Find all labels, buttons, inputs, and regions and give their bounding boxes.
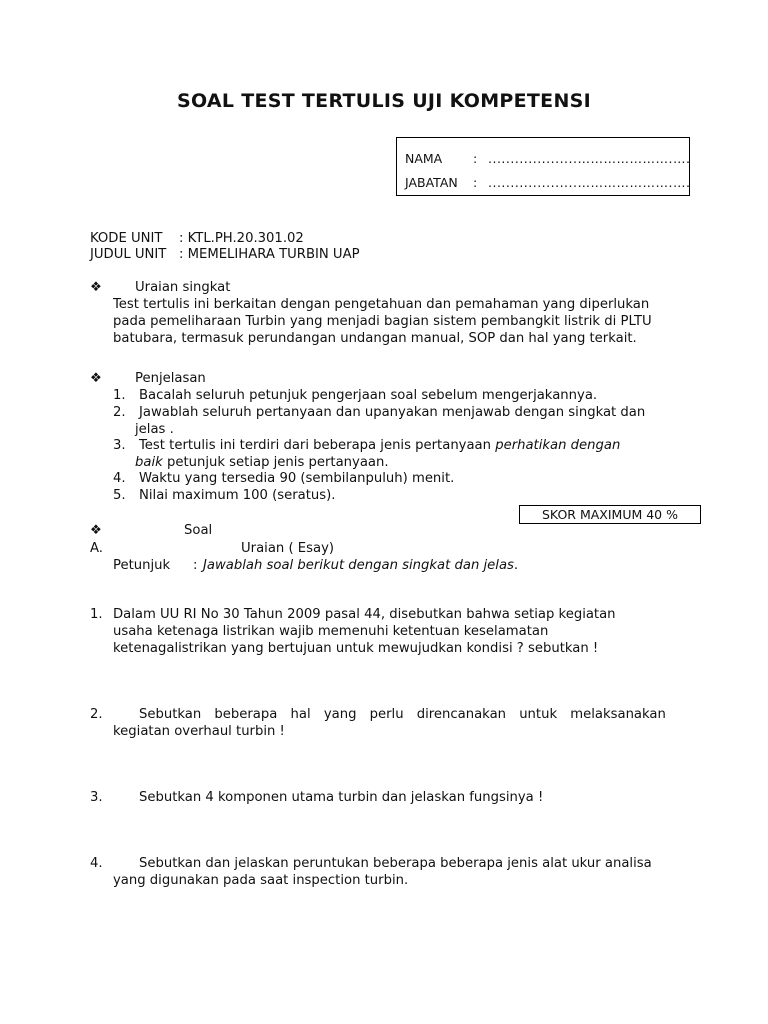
- penjelasan-text: Nilai maximum 100 (seratus).: [139, 488, 336, 503]
- petunjuk-text: [203, 557, 518, 574]
- petunjuk-italic: Jawablah soal berikut dengan singkat dan jelas: [203, 558, 514, 573]
- question-number: 4.: [90, 856, 103, 871]
- penjelasan-num: 1.: [113, 388, 126, 403]
- diamond-bullet-icon: ❖: [90, 523, 102, 538]
- question-number: 3.: [90, 790, 103, 805]
- question-line: kegiatan overhaul turbin !: [113, 724, 285, 739]
- penjelasan-text-b: petunjuk setiap jenis pertanyaan.: [162, 455, 389, 470]
- diamond-bullet-icon: ❖: [90, 280, 102, 295]
- judul-unit-label: JUDUL UNIT: [90, 247, 167, 262]
- section-letter: A.: [90, 541, 103, 556]
- kode-unit-label: KODE UNIT: [90, 231, 163, 246]
- uraian-line: Test tertulis ini berkaitan dengan pengetahuan dan pemahaman yang diperlukan: [113, 297, 650, 312]
- penjelasan-text-cont: [135, 454, 389, 471]
- penjelasan-text-italic: perhatikan dengan: [495, 438, 621, 453]
- uraian-heading: Uraian singkat: [135, 280, 231, 295]
- penjelasan-text: [139, 437, 620, 454]
- kode-unit-value: : KTL.PH.20.301.02: [179, 231, 304, 246]
- soal-heading: Soal: [184, 523, 213, 538]
- question-line: usaha ketenaga listrikan wajib memenuhi ketentuan keselamatan: [113, 624, 549, 639]
- penjelasan-num: 5.: [113, 488, 126, 503]
- penjelasan-num: 2.: [113, 405, 126, 420]
- penjelasan-text-a: Test tertulis ini terdiri dari beberapa jenis pertanyaan: [139, 438, 496, 453]
- jabatan-field[interactable]: ....................………………….….: [488, 175, 691, 190]
- uraian-line: batubara, termasuk perundangan undangan manual, SOP dan hal yang terkait.: [113, 331, 637, 346]
- penjelasan-text-cont: jelas .: [135, 422, 174, 437]
- petunjuk-end: .: [513, 558, 519, 573]
- petunjuk-colon: :: [193, 558, 198, 573]
- petunjuk-label: Petunjuk: [113, 558, 171, 573]
- identity-box: [396, 137, 690, 196]
- nama-field[interactable]: ....................………………….….: [488, 151, 691, 166]
- penjelasan-num: 3.: [113, 438, 126, 453]
- penjelasan-heading: Penjelasan: [135, 371, 206, 386]
- question-line: Sebutkan dan jelaskan peruntukan beberapa beberapa jenis alat ukur analisa: [139, 856, 652, 871]
- question-line: yang digunakan pada saat inspection turbin.: [113, 873, 409, 888]
- jabatan-colon: :: [473, 175, 478, 190]
- judul-unit-value: : MEMELIHARA TURBIN UAP: [179, 247, 360, 262]
- section-title: Uraian ( Esay): [241, 541, 335, 556]
- skor-maximum-box: SKOR MAXIMUM 40 %: [519, 505, 701, 524]
- page-title: SOAL TEST TERTULIS UJI KOMPETENSI: [176, 90, 592, 112]
- penjelasan-text: Bacalah seluruh petunjuk pengerjaan soal sebelum mengerjakannya.: [139, 388, 598, 403]
- question-number: 2.: [90, 707, 103, 722]
- question-line: Sebutkan 4 komponen utama turbin dan jelaskan fungsinya !: [139, 790, 544, 805]
- question-line: Sebutkan beberapa hal yang perlu direncanakan untuk melaksanakan: [139, 707, 666, 722]
- question-line: Dalam UU RI No 30 Tahun 2009 pasal 44, disebutkan bahwa setiap kegiatan: [113, 607, 616, 622]
- penjelasan-text: Waktu yang tersedia 90 (sembilanpuluh) menit.: [139, 471, 455, 486]
- penjelasan-text: Jawablah seluruh pertanyaan dan upanyakan menjawab dengan singkat dan: [139, 405, 646, 420]
- nama-colon: :: [473, 151, 478, 166]
- question-number: 1.: [90, 607, 103, 622]
- nama-label: NAMA: [405, 151, 443, 166]
- jabatan-label: JABATAN: [405, 175, 458, 190]
- diamond-bullet-icon: ❖: [90, 371, 102, 386]
- penjelasan-text-italic: baik: [135, 455, 163, 470]
- uraian-line: pada pemeliharaan Turbin yang menjadi bagian sistem pembangkit listrik di PLTU: [113, 314, 652, 329]
- penjelasan-num: 4.: [113, 471, 126, 486]
- question-line: ketenagalistrikan yang bertujuan untuk mewujudkan kondisi ? sebutkan !: [113, 641, 599, 656]
